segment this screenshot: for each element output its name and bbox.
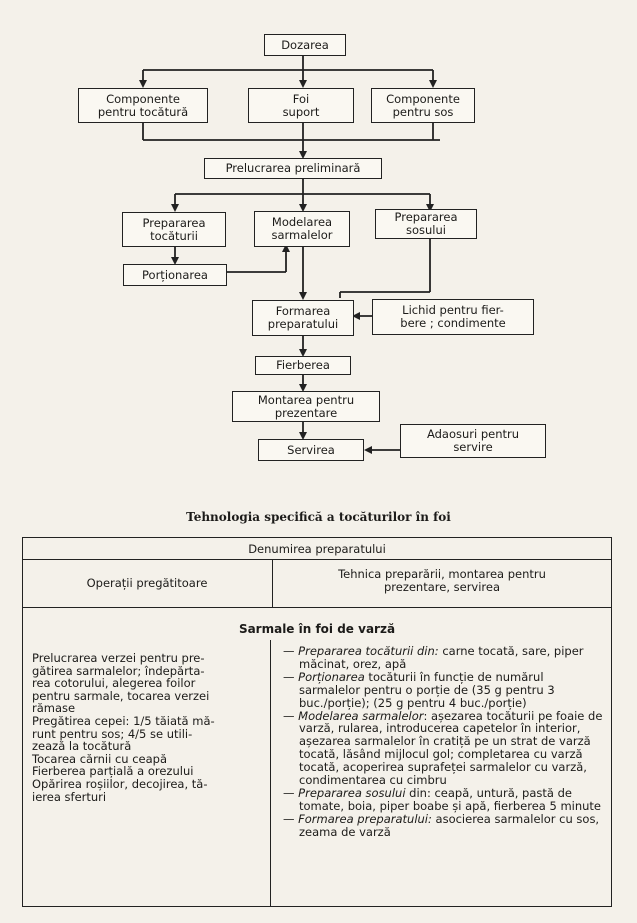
box-prepararea-sosului-line1: Prepararea xyxy=(394,210,458,224)
box-componente-sos xyxy=(371,88,475,123)
technique-item-label: Modelarea sarmalelor xyxy=(298,708,424,723)
dash-marker: — xyxy=(283,785,295,800)
box-montarea-line1: Montarea pentru xyxy=(257,392,355,407)
table-rule-1 xyxy=(22,559,612,560)
box-prelucrarea xyxy=(204,158,382,179)
box-foi-suport xyxy=(248,88,354,123)
figure-caption: Tehnologia specifică a tocăturilor în foi xyxy=(186,510,451,524)
box-fierberea xyxy=(255,356,351,375)
box-prelucrarea-label: Prelucrarea preliminară xyxy=(225,161,361,175)
box-prepararea-tocaturii-line2: tocăturii xyxy=(150,228,198,243)
technique-item xyxy=(283,645,605,671)
box-dozarea-label: Dozarea xyxy=(281,37,329,52)
operation-line: Opărirea roșiilor, decojirea, tă- xyxy=(32,776,208,791)
box-modelarea-line2: sarmalelor xyxy=(271,228,333,242)
operation-line: Prelucrarea verzei pentru pre- xyxy=(32,651,205,665)
box-adaosuri-line1: Adaosuri pentru xyxy=(426,427,520,441)
box-lichid-line1: Lichid pentru fier- xyxy=(402,303,504,317)
box-portionarea-label: Porționarea xyxy=(142,267,208,282)
operation-line: zează la tocătură xyxy=(32,739,132,754)
operations-list xyxy=(32,652,264,803)
box-componente-sos-line1: Componente xyxy=(386,91,460,106)
table-vrule-body xyxy=(270,640,271,907)
table-col-left-header: Operații pregătitoare xyxy=(86,576,208,590)
box-servirea xyxy=(258,439,364,461)
operation-line: Fierberea parțială a orezului xyxy=(32,764,194,779)
box-foi-suport-line1: Foi xyxy=(292,91,310,106)
box-prepararea-sosului-line2: sosului xyxy=(406,223,446,237)
box-formarea xyxy=(252,300,354,336)
table-col-right-header-line1: Tehnica preparării, montarea pentru xyxy=(338,567,546,581)
operation-line: pentru sarmale, tocarea verzei xyxy=(32,688,210,703)
table-rule-2 xyxy=(22,607,612,608)
technique-item xyxy=(283,787,605,813)
operation-line: ierea sferturi xyxy=(32,789,107,804)
box-dozarea xyxy=(264,34,346,56)
technique-item xyxy=(283,671,605,710)
box-adaosuri xyxy=(400,424,546,458)
dash-marker: — xyxy=(283,811,295,826)
dash-marker: — xyxy=(283,708,295,723)
operation-line: gătirea sarmalelor; îndepărta- xyxy=(32,663,205,678)
table-col-right-header-line2: prezentare, servirea xyxy=(383,580,501,594)
box-modelarea xyxy=(254,211,350,247)
box-montarea-line2: prezentare xyxy=(274,405,338,420)
box-modelarea-line1: Modelarea xyxy=(271,215,333,229)
box-lichid-line2: bere ; condimente xyxy=(400,316,506,330)
dash-marker: — xyxy=(283,644,295,658)
box-montarea xyxy=(232,391,380,422)
technique-item-text: tocăturii în funcție de numărul sarmalelor pentru o porție de (35 g pentru 3 buc./porție); (25 g pentru 4 buc./porție) xyxy=(299,669,555,710)
box-componente-tocatura xyxy=(78,88,208,123)
box-portionarea xyxy=(123,264,227,286)
table-col-right-header xyxy=(274,568,610,594)
technique-item-text: : așezarea tocăturii pe foaie de varză, rularea, introducerea capetelor în interior, așezarea sarmalelor în cratiță pe un strat de varză tocată, lăsând mijlocul gol; completarea cu varză tocată, acoperirea suprafeței sarmalelor cu varză, condimentarea cu cimbru xyxy=(299,708,603,788)
technique-item xyxy=(283,813,605,839)
technique-item-text: carne tocată, sare, piper măcinat, orez, apă xyxy=(299,644,584,671)
operation-line: rea cotorului, alegerea foilor xyxy=(32,676,196,691)
section-title: Sarmale în foi de varză xyxy=(238,622,396,636)
box-componente-tocatura-line2: pentru tocătură xyxy=(97,104,189,119)
box-prepararea-tocaturii xyxy=(122,212,226,247)
technique-list xyxy=(283,645,605,839)
box-componente-tocatura-line1: Componente xyxy=(106,91,180,106)
box-foi-suport-line2: suport xyxy=(282,104,320,119)
technique-item-text: asocierea sarmalelor cu sos, zeama de varză xyxy=(299,811,600,839)
technique-item-label: Prepararea tocăturii din: xyxy=(298,644,439,658)
box-servirea-label: Servirea xyxy=(287,442,335,457)
technique-item-label: Prepararea sosului xyxy=(298,785,406,800)
operation-line: runt pentru sos; 4/5 se utili- xyxy=(32,726,193,741)
box-prepararea-sosului xyxy=(375,209,477,239)
technique-item-text: din: ceapă, untură, pastă de tomate, boia, piper boabe și apă, fierberea 5 minute xyxy=(299,785,601,813)
box-prepararea-tocaturii-line1: Prepararea xyxy=(142,215,206,230)
dash-marker: — xyxy=(283,669,295,684)
box-componente-sos-line2: pentru sos xyxy=(392,104,454,119)
technique-item-label: Formarea preparatului: xyxy=(298,811,432,826)
technique-item-label: Porționarea xyxy=(298,669,365,684)
operation-line: Pregătirea cepei: 1/5 tăiată mă- xyxy=(32,713,215,728)
box-adaosuri-line2: servire xyxy=(453,440,493,454)
operation-line: Tocarea cărnii cu ceapă xyxy=(32,751,168,766)
table-vrule-header xyxy=(272,559,273,607)
table-header-top: Denumirea preparatului xyxy=(248,542,386,556)
operation-line: rămase xyxy=(32,701,76,716)
box-formarea-line2: preparatului xyxy=(267,317,339,331)
box-fierberea-label: Fierberea xyxy=(276,358,330,372)
box-formarea-line1: Formarea xyxy=(275,304,331,318)
technique-item xyxy=(283,710,605,787)
box-lichid xyxy=(372,299,534,335)
